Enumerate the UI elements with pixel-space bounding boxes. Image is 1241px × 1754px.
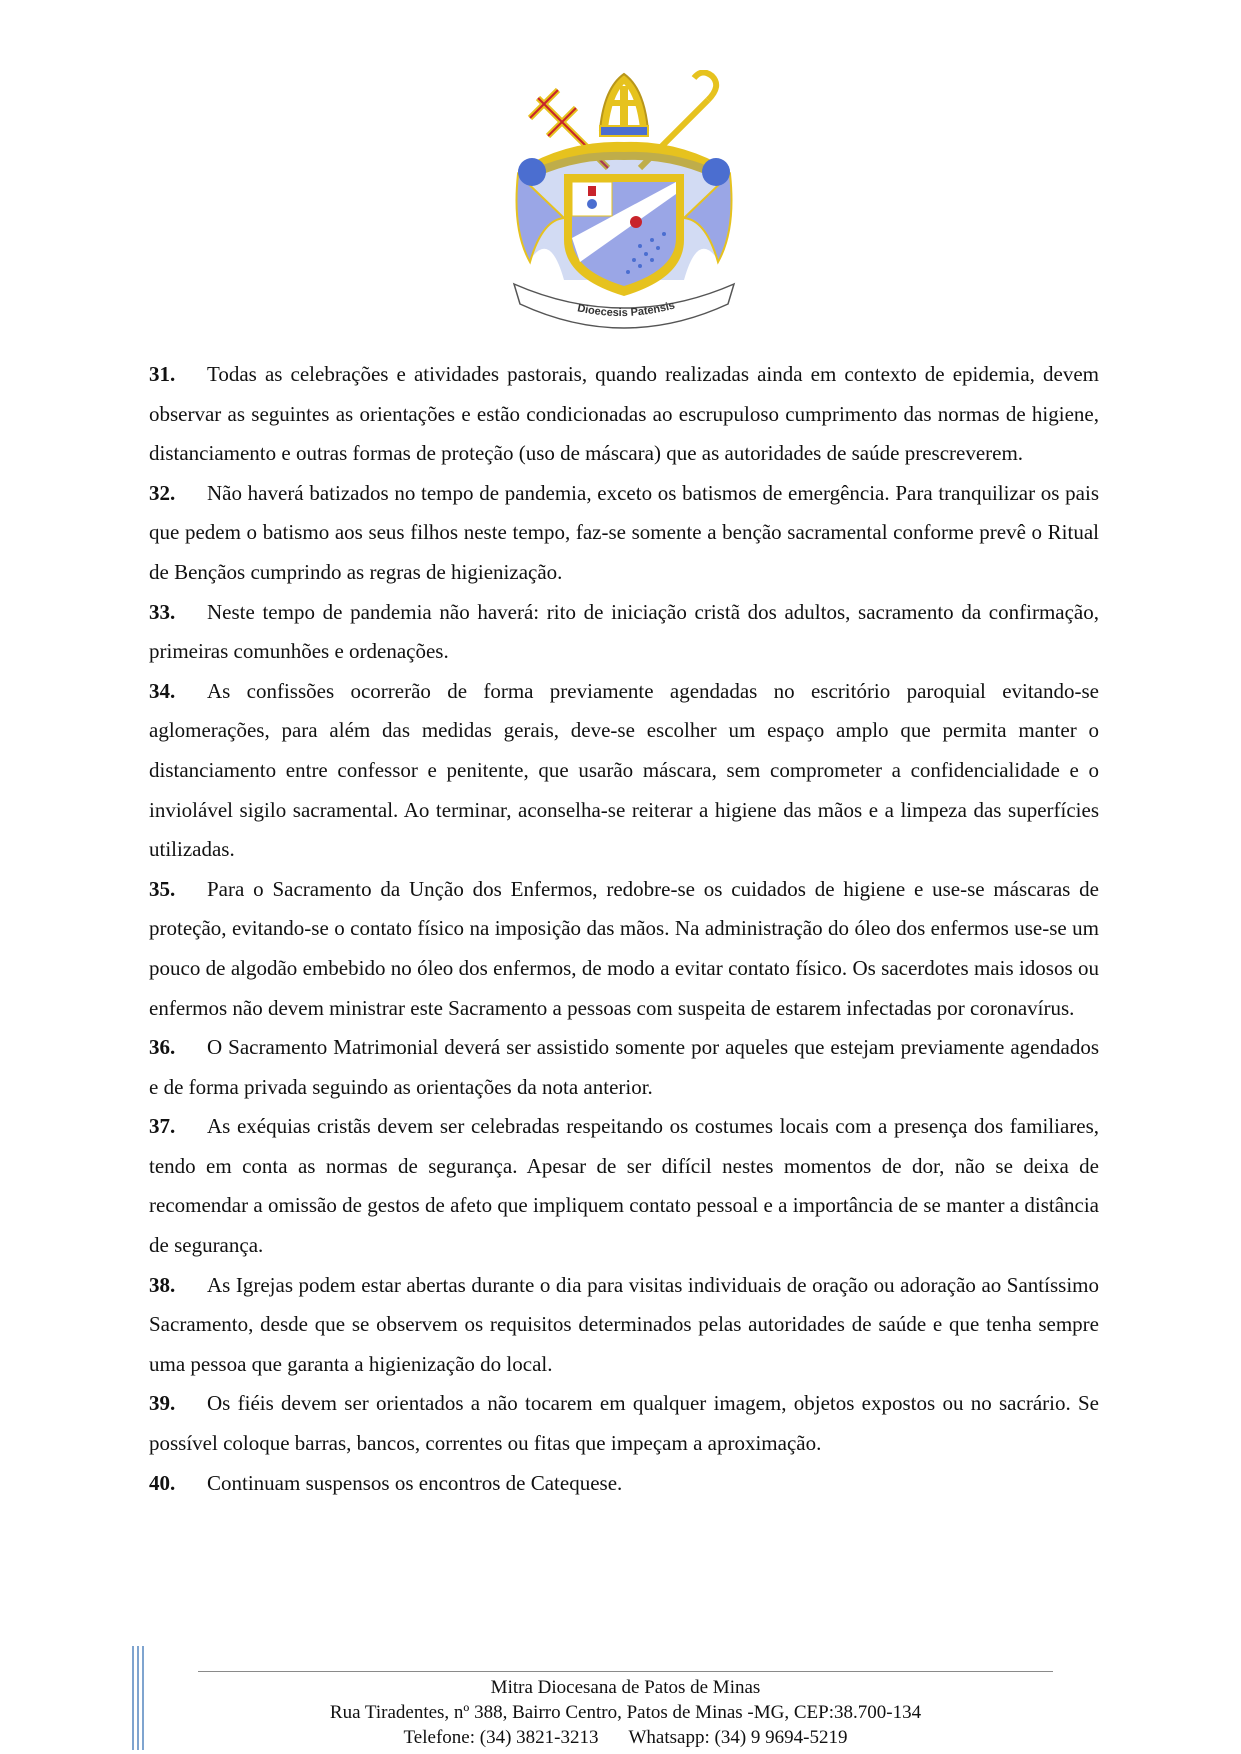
paragraph-33 (149, 593, 1099, 672)
paragraph-36 (149, 1028, 1099, 1107)
paragraph-text: Continuam suspensos os encontros de Catequese. (207, 1470, 623, 1495)
footer-address: Rua Tiradentes, nº 388, Bairro Centro, Patos de Minas -MG, CEP:38.700-134 (329, 1702, 922, 1723)
logo-motto: Dioecesis Patensis (576, 299, 677, 320)
paragraph-34 (149, 672, 1099, 870)
footer-phone: Telefone: (34) 3821-3213 (403, 1727, 599, 1748)
paragraph-40 (149, 1464, 1099, 1504)
footer-divider (198, 1671, 1053, 1672)
paragraph-35 (149, 870, 1099, 1028)
paragraph-number: 32. (149, 480, 176, 505)
paragraph-text: Para o Sacramento da Unção dos Enfermos, redobre-se os cuidados de higiene e use-se máscaras de proteção, evitando-se o contato físico na imposição das mãos. Na administração do óleo dos enfermos use-se um pouco de algodão embebido no óleo dos enfermos, de modo a evitar contato físico. Os sacerdotes mais idosos ou enfermos não devem ministrar este Sacramento a pessoas com suspeita de estarem infectadas por coronavírus. (149, 876, 1099, 1020)
paragraph-31 (149, 355, 1099, 474)
paragraph-number: 40. (149, 1470, 176, 1495)
diocese-coat-of-arms-logo (508, 70, 740, 332)
paragraph-text: As Igrejas podem estar abertas durante o dia para visitas individuais de oração ou adoração ao Santíssimo Sacramento, desde que se observem os requisitos determinados pelas autoridades de saúde e que tenha sempre uma pessoa que garanta a higienização do local. (149, 1272, 1099, 1376)
paragraph-text: Neste tempo de pandemia não haverá: rito de iniciação cristã dos adultos, sacramento da confirmação, primeiras comunhões e ordenações. (149, 599, 1099, 664)
paragraph-text: As confissões ocorrerão de forma previamente agendadas no escritório paroquial evitando-se aglomerações, para além das medidas gerais, deve-se escolher um espaço amplo que permita manter o distanciamento entre confessor e penitente, que usarão máscara, sem comprometer a confidencialidade e o inviolável sigilo sacramental. Ao terminar, aconselha-se reiterar a higiene das mãos e a limpeza das superfícies utilizadas. (149, 678, 1099, 862)
footer-contacts (198, 1725, 1053, 1750)
paragraph-number: 35. (149, 876, 176, 901)
mitre-icon (600, 74, 648, 136)
paragraph-number: 39. (149, 1391, 176, 1416)
paragraph-text: O Sacramento Matrimonial deverá ser assistido somente por aqueles que estejam previamente agendados e de forma privada seguindo as orientações da nota anterior. (149, 1035, 1099, 1099)
footer (198, 1675, 1053, 1750)
paragraph-38 (149, 1266, 1099, 1385)
paragraph-text: Todas as celebrações e atividades pastorais, quando realizadas ainda em contexto de epidemia, devem observar as seguintes as orientações e estão condicionadas ao escrupuloso cumprimento das normas de higiene, distanciamento e outras formas de proteção (uso de máscara) que as autoridades de saúde prescreverem. (149, 362, 1099, 466)
paragraph-text: As exéquias cristãs devem ser celebradas respeitando os costumes locais com a presença dos familiares, tendo em conta as normas de segurança. Apesar de ser difícil nestes momentos de dor, não se deixa de recomendar a omissão de gestos de afeto que impliquem contato pessoal e a importância de se manter a distância de segurança. (149, 1114, 1099, 1258)
paragraph-number: 34. (149, 678, 176, 703)
paragraph-number: 31. (149, 362, 176, 386)
numbered-paragraphs (149, 355, 1099, 1503)
footer-whatsapp: Whatsapp: (34) 9 9694-5219 (628, 1727, 848, 1748)
paragraph-text: Não haverá batizados no tempo de pandemia, exceto os batismos de emergência. Para tranquilizar os pais que pedem o batismo aos seus filhos neste tempo, faz-se somente a benção sacramental conforme prevê o Ritual de Bençãos cumprindo as regras de higienização. (149, 480, 1099, 584)
paragraph-number: 36. (149, 1035, 176, 1060)
footer-decorative-bars (132, 1646, 146, 1750)
paragraph-37 (149, 1107, 1099, 1265)
footer-organization: Mitra Diocesana de Patos de Minas (490, 1677, 761, 1698)
paragraph-text: Os fiéis devem ser orientados a não tocarem em qualquer imagem, objetos expostos ou no sacrário. Se possível coloque barras, bancos, correntes ou fitas que impeçam a aproximação. (149, 1391, 1099, 1456)
paragraph-number: 33. (149, 599, 176, 624)
paragraph-number: 38. (149, 1272, 176, 1297)
paragraph-number: 37. (149, 1114, 176, 1139)
paragraph-39 (149, 1384, 1099, 1463)
paragraph-32 (149, 474, 1099, 593)
